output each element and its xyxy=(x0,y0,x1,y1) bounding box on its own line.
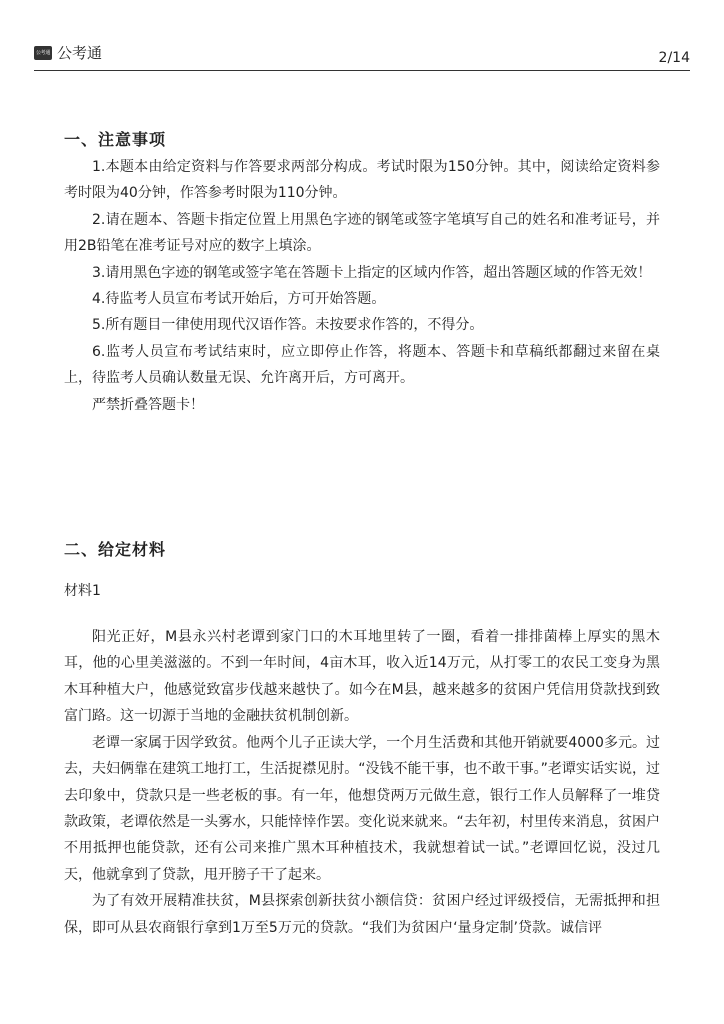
material-paragraph-3: 为了有效开展精准扶贫，M县探索创新扶贫小额信贷：贫困户经过评级授信，无需抵押和担保，即可从县农商银行拿到1万至5万元的贷款。“我们为贫困户‘量身定制’贷款。诚信评 xyxy=(64,893,660,936)
brand-name: 公考通 xyxy=(57,44,103,62)
section-title-materials: 二、给定材料 xyxy=(64,540,167,560)
page-header xyxy=(34,44,690,71)
material-paragraph-1: 阳光正好，M县永兴村老谭到家门口的木耳地里转了一圈，看着一排排菌棒上厚实的黑木耳，他的心里美滋滋的。不到一年时间，4亩木耳，收入近14万元，从打零工的农民工变身为黑木耳种植大户，他感觉致富步伐越来越快了。如今在M县，越来越多的贫困户凭信用贷款找到致富门路。这一切源于当地的金融扶贫机制创新。 xyxy=(64,629,660,725)
document-body xyxy=(64,126,660,941)
material-label: 材料1 xyxy=(64,583,101,600)
logo-icon: 公考通 xyxy=(34,46,52,60)
notice-item-3: 3.请用黑色字迹的钢笔或签字笔在答题卡上指定的区域内作答，超出答题区域的作答无效！ xyxy=(92,264,652,281)
notice-item-6: 6.监考人员宣布考试结束时，应立即停止作答，将题本、答题卡和草稿纸都翻过来留在桌上，待监考人员确认数量无误、允许离开后，方可离开。 xyxy=(64,343,660,387)
spacer xyxy=(64,418,660,536)
section-title-notice: 一、注意事项 xyxy=(64,130,167,149)
notice-item-1: 1.本题本由给定资料与作答要求两部分构成。考试时限为150分钟。其中，阅读给定资料参考时限为40分钟，作答参考时限为110分钟。 xyxy=(64,159,660,202)
notice-item-2: 2.请在题本、答题卡指定位置上用黑色字迹的钢笔或签字笔填写自己的姓名和准考证号，并用2B铅笔在准考证号对应的数字上填涂。 xyxy=(64,211,660,255)
material-paragraph-2: 老谭一家属于因学致贫。他两个儿子正读大学，一个月生活费和其他开销就要4000多元。过去，夫妇俩靠在建筑工地打工，生活捉襟见肘。“没钱不能干事，也不敢干事。”老谭实话实说，过去印象中，贷款只是一些老板的事。有一年，他想贷两万元做生意，银行工作人员解释了一堆贷款政策，老谭依然是一头雾水，只能悻悻作罢。变化说来就来。“去年初，村里传来消息，贫困户不用抵押也能贷款，还有公司来推广黑木耳种植技术，我就想着试一试。”老谭回忆说，没过几天，他就拿到了贷款，甩开膀子干了起来。 xyxy=(64,734,660,883)
notice-item-4: 4.待监考人员宣布考试开始后，方可开始答题。 xyxy=(92,291,386,308)
notice-item-5: 5.所有题目一律使用现代汉语作答。未按要求作答的，不得分。 xyxy=(92,317,484,334)
notice-warning: 严禁折叠答题卡！ xyxy=(92,396,204,413)
page-number: 2/14 xyxy=(658,50,690,66)
